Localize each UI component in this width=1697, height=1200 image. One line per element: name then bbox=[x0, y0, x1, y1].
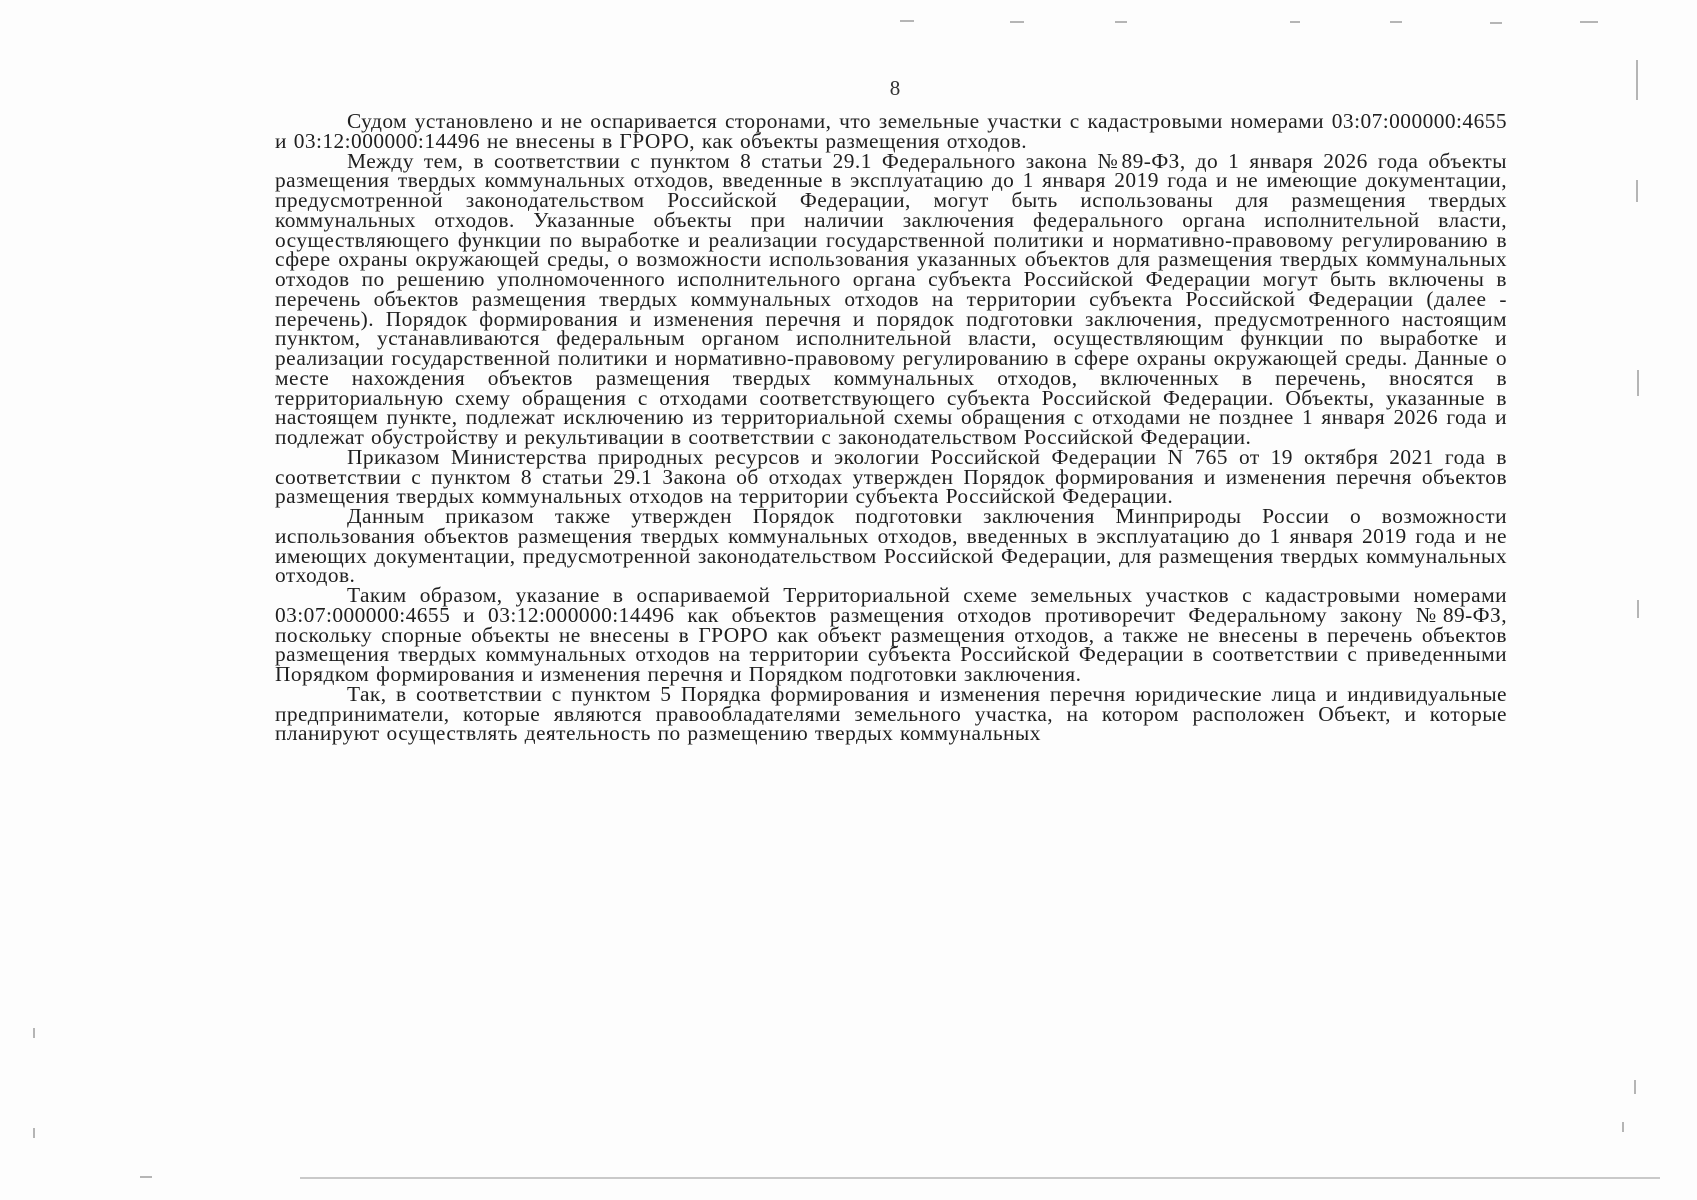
scan-edge-mark-top bbox=[1490, 22, 1502, 24]
scan-edge-mark-right bbox=[1636, 180, 1638, 202]
scan-edge-mark-right bbox=[1634, 1080, 1636, 1094]
scan-edge-mark-right bbox=[1622, 1122, 1624, 1132]
scan-edge-mark-left bbox=[33, 1128, 35, 1138]
page-number: 8 bbox=[889, 76, 901, 100]
scan-edge-mark-top bbox=[1115, 21, 1127, 23]
scan-edge-mark-right bbox=[1637, 370, 1639, 396]
scan-edge-mark-bottom bbox=[140, 1176, 152, 1178]
document-body bbox=[275, 109, 1507, 746]
scan-edge-mark-top bbox=[1010, 21, 1024, 23]
paragraph: Судом установлено и не оспаривается сторонами, что земельные участки с кадастровыми номерами 03:07:000000:4655 и 03:12:000000:14496 не внесены в ГРОРО, как объекты размещения отходов. bbox=[275, 109, 1507, 153]
paragraph: Данным приказом также утвержден Порядок подготовки заключения Минприроды России о возможности использования объектов размещения твердых коммунальных отходов, введенных в эксплуатацию до 1 января 2019 года и не имеющих документации, предусмотренной законодательством Российской Федерации, для размещения твердых коммунальных отходов. bbox=[275, 504, 1507, 588]
scan-edge-mark-top bbox=[1290, 21, 1300, 23]
scan-edge-mark-top bbox=[1580, 21, 1598, 23]
paragraph: Приказом Министерства природных ресурсов и экологии Российской Федерации N 765 от 19 октября 2021 года в соответствии с пунктом 8 статьи 29.1 Закона об отходах утвержден Порядок формирования и изменения перечня объектов размещения твердых коммунальных отходов на территории субъекта Российской Федерации. bbox=[275, 444, 1507, 509]
scan-edge-mark-top bbox=[900, 20, 914, 22]
paragraph: Таким образом, указание в оспариваемой Территориальной схеме земельных участков с кадастровыми номерами 03:07:000000:4655 и 03:12:000000:14496 как объектов размещения отходов противоречит Федеральному закону №89-ФЗ, поскольку спорные объекты не внесены в ГРОРО как объект размещения отходов, а также не внесены в перечень объектов размещения твердых коммунальных отходов на территории субъекта Российской Федерации в соответствии с приведенными Порядком формирования и изменения перечня и Порядком подготовки заключения. bbox=[275, 583, 1507, 686]
scan-edge-mark-right bbox=[1637, 600, 1639, 618]
scan-edge-mark-bottom bbox=[300, 1177, 1660, 1179]
paragraph: Так, в соответствии с пунктом 5 Порядка формирования и изменения перечня юридические лица и индивидуальные предприниматели, которые являются правообладателями земельного участка, на котором расположен Объект, и которые планируют осуществлять деятельность по размещению твердых коммунальных bbox=[275, 681, 1507, 746]
scan-edge-mark-top bbox=[1390, 21, 1402, 23]
paragraph: Между тем, в соответствии с пунктом 8 статьи 29.1 Федерального закона №89-ФЗ, до 1 января 2026 года объекты размещения твердых коммунальных отходов, введенные в эксплуатацию до 1 января 2019 года и не имеющие документации, предусмотренной законодательством Российской Федерации, могут быть использованы для размещения твердых коммунальных отходов. Указанные объекты при наличии заключения федерального органа исполнительной власти, осуществляющего функции по выработке и реализации государственной политики и нормативно-правовому регулированию в сфере охраны окружающей среды, о возможности использования указанных объектов для размещения твердых коммунальных отходов по решению уполномоченного исполнительного органа субъекта Российской Федерации могут быть включены в перечень объектов размещения твердых коммунальных отходов на территории субъекта Российской Федерации (далее - перечень). Порядок формирования и изменения перечня и порядок подготовки заключения, предусмотренного настоящим пунктом, устанавливаются федеральным органом исполнительной власти, осуществляющим функции по выработке и реализации государственной политики и нормативно-правовому регулированию в сфере охраны окружающей среды. Данные о месте нахождения объектов размещения твердых коммунальных отходов, включенных в перечень, вносятся в территориальную схему обращения с отходами соответствующего субъекта Российской Федерации. Объекты, указанные в настоящем пункте, подлежат исключению из территориальной схемы обращения с отходами не позднее 1 января 2026 года и подлежат обустройству и рекультивации в соответствии с законодательством Российской Федерации. bbox=[275, 148, 1507, 449]
scan-edge-mark-left bbox=[33, 1028, 35, 1038]
